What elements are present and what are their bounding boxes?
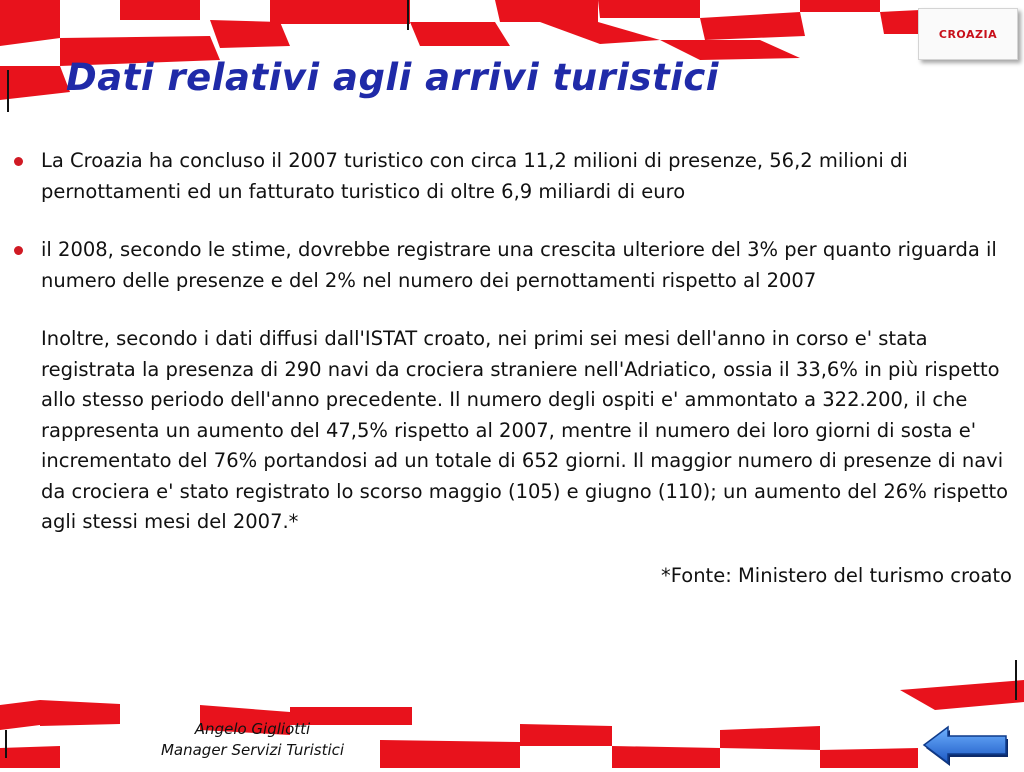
author-name: Angelo Gigliotti [194,720,311,738]
page-title: Dati relativi agli arrivi turistici [66,56,719,99]
bullet-dot-icon [14,246,23,255]
slide-content [0,146,1024,591]
author-role: Manager Servizi Turistici [160,741,345,759]
croazia-logo [918,8,1018,60]
bullet-text: La Croazia ha concluso il 2007 turistico con circa 11,2 milioni di presenze, 56,2 milioni di pernottamenti ed un fatturato turistico di oltre 6,9 miliardi di euro [41,149,908,203]
left-arrow-icon [918,723,1014,768]
bullet-item [0,235,1024,296]
footer-credits [120,719,385,761]
body-paragraph: Inoltre, secondo i dati diffusi dall'ISTAT croato, nei primi sei mesi dell'anno in corso e' stata registrata la presenza di 290 navi da crociera straniere nell'Adriatico, ossia il 33,6% in più rispetto allo stesso periodo dell'anno precedente. Il numero degli ospiti e' ammontato a 322.200, il che rappresenta un aumento del 47,5% rispetto al 2007, mentre il numero dei loro giorni di sosta e' incrementato del 76% portandosi ad un totale di 652 giorni. Il maggior numero di presenze di navi da crociera e' stato registrato lo scorso maggio (105) e giugno (110); un aumento del 26% rispetto agli stessi mesi del 2007.* [41,327,1009,533]
logo-text: CROAZIA [938,27,998,41]
back-button[interactable] [918,723,1014,768]
bullet-item [0,146,1024,207]
bullet-text: il 2008, secondo le stime, dovrebbe registrare una crescita ulteriore del 3% per quanto riguarda il numero delle presenze e del 2% nel numero dei pernottamenti rispetto al 2007 [41,238,997,292]
source-note: *Fonte: Ministero del turismo croato [661,563,1012,587]
bullet-dot-icon [14,157,23,166]
